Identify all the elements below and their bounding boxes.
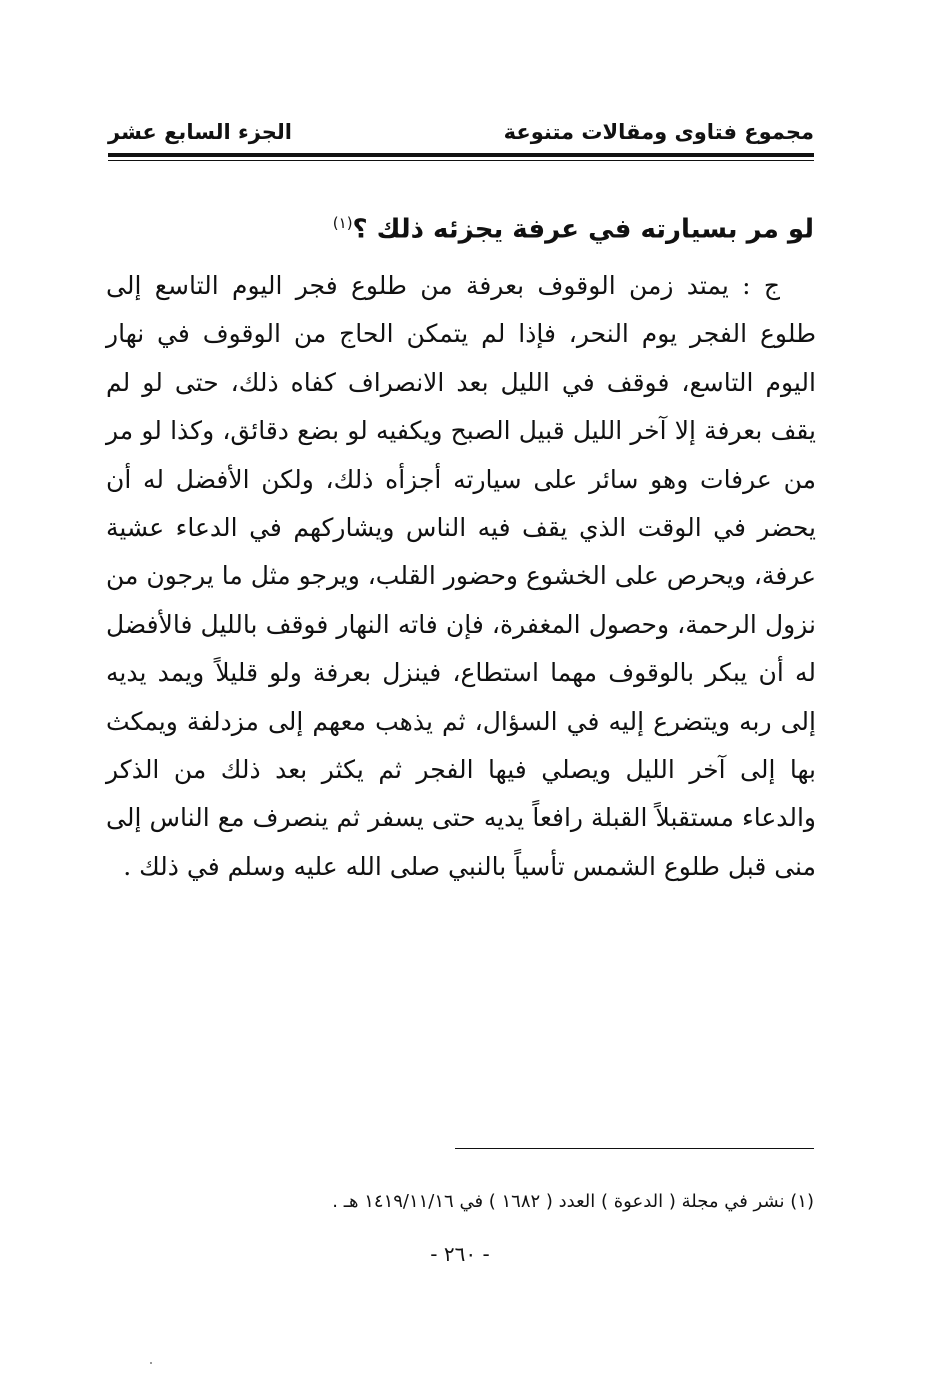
question-text: لو مر بسيارته في عرفة يجزئه ذلك ؟ bbox=[352, 214, 814, 245]
header-rule-thick bbox=[108, 153, 814, 157]
running-header bbox=[108, 112, 814, 152]
header-rule-thin bbox=[108, 160, 814, 161]
answer-paragraph: ج : يمتد زمن الوقوف بعرفة من طلوع فجر اليوم التاسع إلى طلوع الفجر يوم النحر، فإذا لم يتمكن الحاج من الوقوف في نهار اليوم التاسع، فوقف في الليل بعد الانصراف كفاه ذلك، حتى لو لم يقف بعرفة إلا آخر الليل قبيل الصبح ويكفيه لو بضع دقائق، وكذا لو مر من عرفات وهو سائر على سيارته أجزأه ذلك، ولكن الأفضل له أن يحضر في الوقت الذي يقف فيه الناس ويشاركهم في الدعاء عشية عرفة، ويحرص على الخشوع وحضور القلب، ويرجو مثل ما يرجون من نزول الرحمة، وحصول المغفرة، فإن فاته النهار فوقف بالليل فالأفضل له أن يبكر بالوقوف مهما استطاع، فينزل بعرفة ولو قليلاً ويمد يديه إلى ربه ويتضرع إليه في السؤال، ثم يذهب معهم إلى مزدلفة ويمكث بها إلى آخر الليل ويصلي فيها الفجر ثم يكثر بعد ذلك من الذكر والدعاء مستقبلاً القبلة رافعاً يديه حتى يسفر ثم ينصرف مع الناس إلى منى قبل طلوع الشمس تأسياً بالنبي صلى الله عليه وسلم في ذلك . bbox=[106, 271, 816, 881]
volume-label: الجزء السابع عشر bbox=[108, 120, 292, 144]
footnote: (١) نشر في مجلة ( الدعوة ) العدد ( ١٦٨٢ ) في ١٤١٩/١١/١٦ هـ . bbox=[332, 1191, 814, 1212]
footnote-separator bbox=[455, 1148, 814, 1149]
scan-speck bbox=[150, 1362, 152, 1364]
question-heading bbox=[108, 198, 814, 248]
question-footnote-ref: (١) bbox=[332, 214, 353, 232]
page-number: - ٢٦٠ - bbox=[430, 1242, 490, 1266]
book-title: مجموع فتاوى ومقالات متنوعة bbox=[503, 120, 814, 144]
answer-body bbox=[106, 262, 816, 891]
